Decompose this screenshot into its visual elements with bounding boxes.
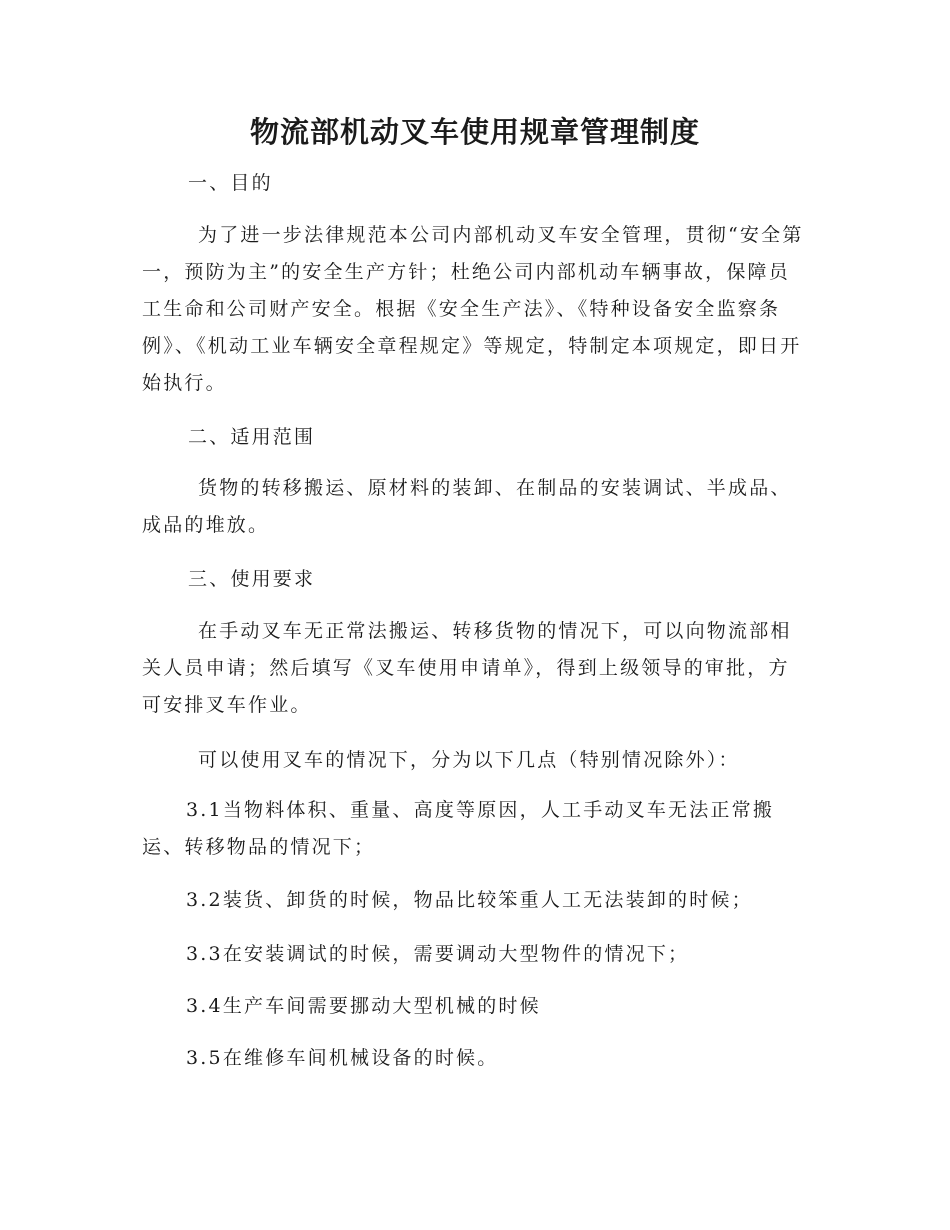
list-item: 3.1当物料体积、重量、高度等原因，人工手动叉车无法正常搬运、转移物品的情况下； xyxy=(142,799,775,858)
list-item: 3.3在安装调试的时候，需要调动大型物件的情况下； xyxy=(186,943,690,965)
section-heading-purpose: 一、目的 xyxy=(188,172,273,194)
section-heading-requirements: 三、使用要求 xyxy=(188,568,316,590)
section-body-scope: 货物的转移搬运、原材料的装卸、在制品的安装调试、半成品、成品的堆放。 xyxy=(142,477,792,536)
section-body-purpose: 为了进一步法律规范本公司内部机动叉车安全管理，贯彻“安全第一，预防为主”的安全生产方针；杜绝公司内部机动车辆事故，保障员工生命和公司财产安全。根据《安全生产法》、《特种设备安全监察条例》、《机动工业车辆安全章程规定》等规定，特制定本项规定，即日开始执行。 xyxy=(142,224,804,394)
section-body-requirements: 在手动叉车无正常法搬运、转移货物的情况下，可以向物流部相关人员申请；然后填写《叉车使用申请单》，得到上级领导的审批，方可安排叉车作业。 xyxy=(142,620,792,716)
list-item: 3.5在维修车间机械设备的时候。 xyxy=(186,1047,499,1069)
section-heading-scope: 二、适用范围 xyxy=(188,426,316,448)
requirements-intro: 可以使用叉车的情况下，分为以下几点（特别情况除外）： xyxy=(198,749,740,771)
list-item: 3.2装货、卸货的时候，物品比较笨重人工无法装卸的时候； xyxy=(186,889,753,911)
document-title: 物流部机动叉车使用规章管理制度 xyxy=(249,115,700,149)
list-item: 3.4生产车间需要挪动大型机械的时候 xyxy=(186,995,541,1017)
